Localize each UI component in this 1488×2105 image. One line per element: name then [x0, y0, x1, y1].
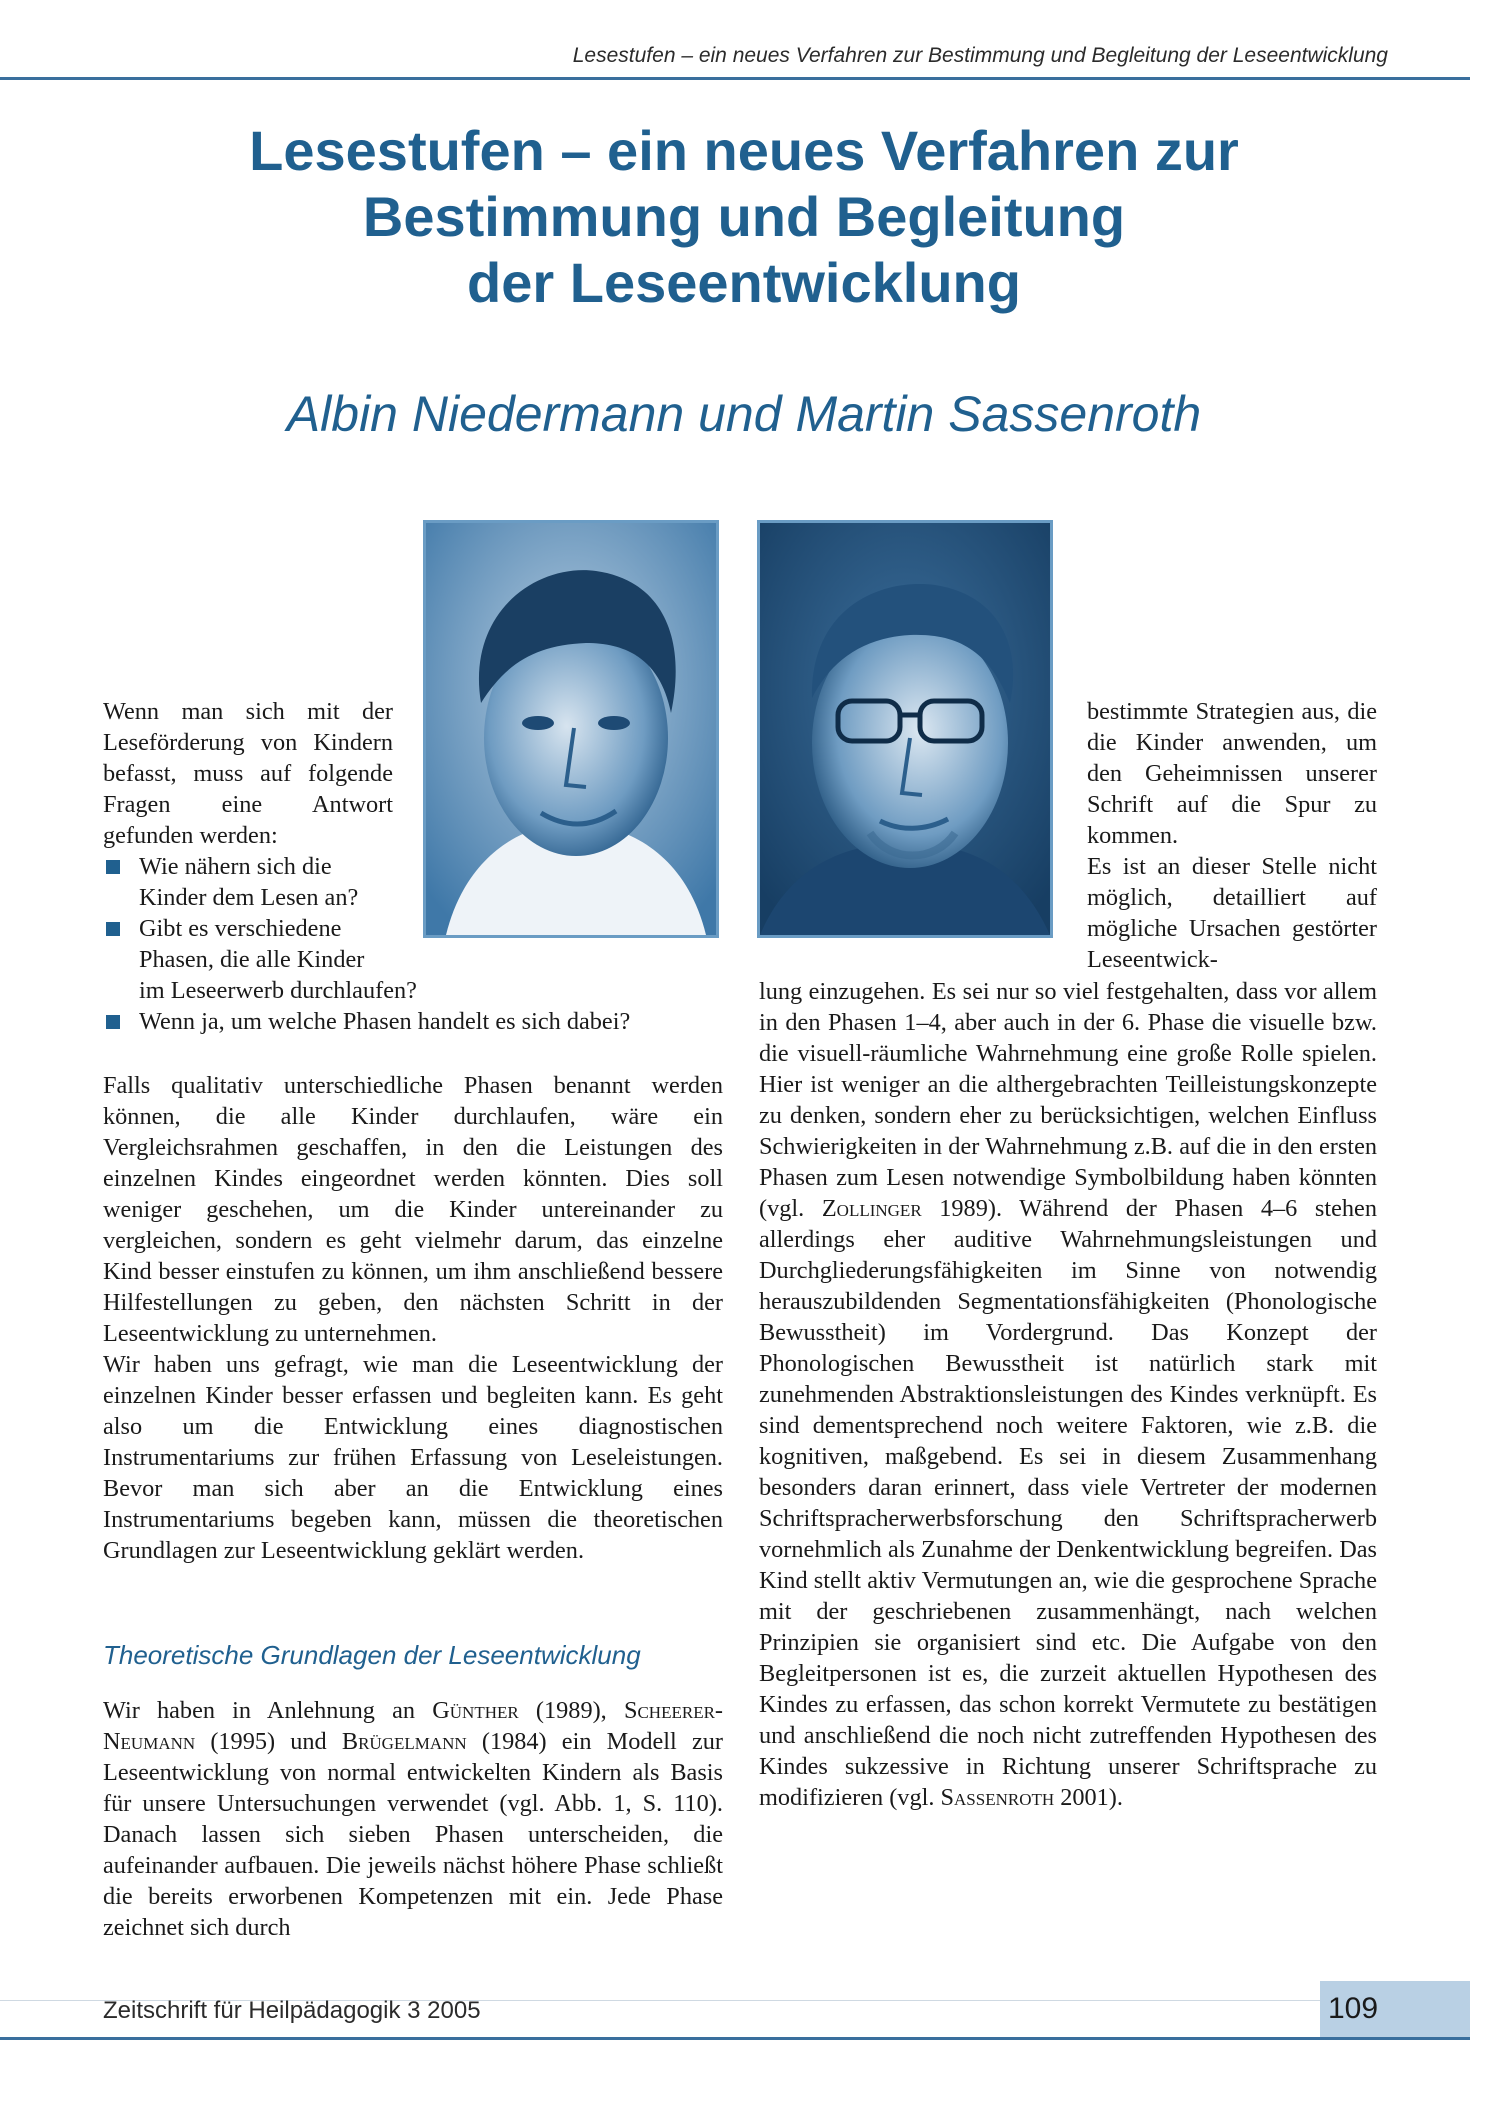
text-run: lung einzugehen. Es sei nur so viel festgehalten, dass vor allem in den Phasen 1–4, aber auch in der 6. Phase die visuelle bzw. die visuell-räumliche Wahrnehmung eine große Rolle spielen. Hier ist weniger an die althergebrachten Teilleistungskonzepte zu denken, sondern eher zu berücksichtigen, welchen Einfluss Schwierigkeiten in der Wahrnehmung z.B. auf die in den ersten Phasen zum Lesen notwendige Symbolbildung haben könnten (vgl.	[759, 978, 1377, 1222]
author-photo-right	[757, 520, 1053, 938]
top-rule	[0, 77, 1470, 80]
portrait-left-image	[426, 523, 716, 935]
citation-author: Zollinger	[821, 1195, 922, 1222]
text-run: (1984) ein Modell zur Leseentwicklung von normal entwickelten Kindern als Basis für unsere Untersuchungen verwendet (vgl. Abb. 1, S. 110). Danach lassen sich sieben Phasen unterscheiden, die aufeinander aufbauen. Die jeweils nächst höhere Phase schließt die bereits erworbenen Kompetenzen mit ein. Jede Phase zeichnet sich durch	[103, 1728, 723, 1941]
question-list-2	[103, 913, 403, 975]
body-paragraph: bestimmte Strategien aus, die die Kinder anwenden, um den Geheimnissen unserer Schrift auf die Spur zu kommen.	[1087, 698, 1377, 849]
running-head: Lesestufen – ein neues Verfahren zur Bestimmung und Begleitung der Leseentwicklung	[572, 44, 1388, 67]
title-line-2: Bestimmung und Begleitung	[362, 185, 1126, 248]
bullet-continuation: im Leseerwerb durchlaufen?	[139, 977, 417, 1004]
article-authors: Albin Niedermann und Martin Sassenroth	[286, 386, 1202, 442]
author-photo-left	[423, 520, 719, 938]
bullet-item: Gibt es verschiedene Phasen, die alle Kinder	[103, 913, 403, 975]
right-narrow-text	[1087, 696, 1377, 975]
intro-text: Wenn man sich mit der Leseförderung von Kindern befasst, muss auf folgende Fragen eine Antwort gefunden werden:	[103, 698, 393, 849]
text-run: (1995) und	[195, 1728, 342, 1755]
bullet-item: Wenn ja, um welche Phasen handelt es sich dabei?	[103, 1006, 723, 1037]
question-list-3	[103, 1006, 723, 1037]
body-paragraph: Falls qualitativ unterschiedliche Phasen benannt werden können, die alle Kinder durchlaufen, wäre ein Vergleichsrahmen geschaffen, in den die Leistungen des einzelnen Kindes eingeordnet werden könnten. Dies soll weniger geschehen, um die Kinder untereinander zu vergleichen, sondern es geht vielmehr darum, das einzelne Kind besser einstufen zu können, um ihm anschließend bessere Hilfestellungen zu geben, den nächsten Schritt in der Leseentwicklung zu unternehmen.	[103, 1072, 723, 1347]
section-heading: Theoretische Grundlagen der Leseentwicklung	[103, 1640, 641, 1670]
question-list-1	[103, 851, 403, 913]
body-paragraph	[103, 1695, 723, 1943]
body-paragraph: Wir haben uns gefragt, wie man die Leseentwicklung der einzelnen Kinder besser erfassen und begleiten kann. Es geht also um die Entwicklung eines diagnostischen Instrumentariums zur frühen Erfassung von Leseleistungen. Bevor man sich aber an die Entwicklung eines Instrumentariums begeben kann, müssen die theoretischen Grundlagen zur Leseentwicklung geklärt werden.	[103, 1351, 723, 1564]
bullet-item: Wie nähern sich die Kinder dem Lesen an?	[103, 851, 403, 913]
citation-author: Scheerer-Neumann	[103, 1697, 724, 1755]
title-line-3: der Leseentwicklung	[467, 251, 1021, 314]
article-title	[160, 118, 1328, 316]
right-body-text	[759, 976, 1377, 1813]
citation-author: Sassenroth	[940, 1784, 1055, 1811]
body-paragraph	[759, 976, 1377, 1813]
text-run: (1989),	[518, 1697, 624, 1724]
portrait-right-image	[760, 523, 1050, 935]
citation-author: Brügelmann	[341, 1728, 467, 1755]
left-section-text	[103, 1695, 723, 1943]
text-run: Wir haben in Anlehnung an	[103, 1697, 433, 1724]
body-paragraph: Es ist an dieser Stelle nicht möglich, detailliert auf mögliche Ursachen gestörter Leseentwick-	[1087, 853, 1377, 973]
footer-journal: Zeitschrift für Heilpädagogik 3 2005	[103, 1997, 481, 2024]
citation-author: Günther	[432, 1697, 519, 1724]
page-number: 109	[1320, 1981, 1470, 2037]
title-line-1: Lesestufen – ein neues Verfahren zur	[249, 119, 1239, 182]
text-run: 1989). Während der Phasen 4–6 stehen allerdings eher auditive Wahrnehmungsleistungen und Durchgliederungsfähigkeiten im Sinne von notwendig herauszubildenden Segmentationsfähigkeiten (Phonologische Bewusstheit) im Vordergrund. Das Konzept der Phonologischen Bewusstheit ist natürlich stark mit zunehmenden Abstraktionsleistungen des Kindes verknüpft. Es sind dementsprechend noch weitere Faktoren, wie z.B. die kognitiven, maßgebend. Es sei in diesem Zusammenhang besonders daran erinnert, dass viele Vertreter der modernen Schriftspracherwerbsforschung den Schriftspracherwerb vornehmlich als Zunahme der Denkentwicklung begreifen. Das Kind stellt aktiv Vermutungen an, wie die gesprochene Sprache mit der geschriebenen zusammenhängt, nach welchen Prinzipien sie organisiert sind etc. Die Aufgabe von den Begleitpersonen ist es, die zurzeit aktuellen Hypothesen des Kindes zu erfassen, das schon korrekt Vermutete zu bestätigen und anschließend die noch nicht zutreffenden Hypothesen des Kindes sukzessive in Richtung unserer Schriftsprache zu modifizieren (vgl.	[759, 1195, 1377, 1811]
left-body-text	[103, 1070, 723, 1566]
bottom-rule	[0, 2037, 1470, 2040]
intro-paragraph	[103, 696, 393, 851]
text-run: 2001).	[1054, 1784, 1123, 1811]
